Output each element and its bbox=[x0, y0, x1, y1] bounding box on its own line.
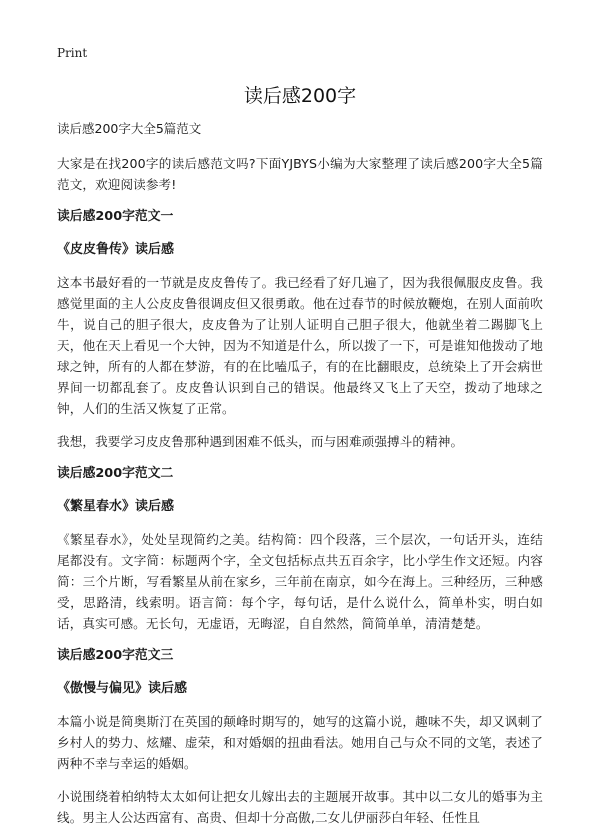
section-heading: 读后感200字范文一 bbox=[57, 209, 174, 224]
body-paragraph: 我想，我要学习皮皮鲁那种遇到困难不低头，而与困难顽强搏斗的精神。 bbox=[57, 434, 464, 449]
body-paragraph: 本篇小说是简奥斯汀在英国的颠峰时期写的，她写的这篇小说，趣味不失，却又讽刺了乡村人的势力、炫耀、虚荣，和对婚姻的扭曲看法。她用自己与众不同的文笔，表述了两种不幸与幸运的婚姻。 bbox=[57, 714, 543, 771]
essay-section bbox=[57, 207, 543, 452]
article-body bbox=[57, 120, 543, 828]
article-subtitle: 读后感200字大全5篇范文 bbox=[57, 121, 202, 136]
book-title: 《皮皮鲁传》读后感 bbox=[57, 242, 175, 257]
body-paragraph: 这本书最好看的一节就是皮皮鲁传了。我已经看了好几遍了，因为我很佩服皮皮鲁。我感觉里面的主人公皮皮鲁很调皮但又很勇敢。他在过春节的时候放鞭炮，在别人面前吹牛，说自己的胆子很大，皮皮鲁为了让别人证明自己胆子很大，他就坐着二踢脚飞上天，他在天上看见一个大钟，因为不知道是什么，所以拨了一下，可是谁知他拨动了地球之钟，所有的人都在梦游，有的在比嗑瓜子，有的在比翻眼皮，总统染上了开会病世界间一切都乱套了。皮皮鲁认识到自己的错误。他最终又飞上了天空，拨动了地球之钟，人们的生活又恢复了正常。 bbox=[57, 275, 543, 416]
book-title: 《繁星春水》读后感 bbox=[57, 499, 175, 514]
intro-paragraph: 大家是在找200字的读后感范文吗?下面YJBYS小编为大家整理了读后感200字大全5篇范文，欢迎阅读参考! bbox=[57, 156, 543, 192]
page-title: 读后感200字 bbox=[243, 85, 357, 107]
section-heading: 读后感200字范文二 bbox=[57, 466, 174, 481]
body-paragraph: 《繁星春水》，处处呈现简约之美。结构简：四个段落，三个层次，一句话开头，连结尾都没有。文字简：标题两个字，全文包括标点共五百余字，比小学生作文还短。内容简：三个片断，写看繁星从前在家乡，三年前在南京，如今在海上。三种经历，三种感受，思路清，线索明。语言简：每个字，每句话，是什么说什么，简单朴实，明白如话，真实可感。无长句，无虚语，无晦涩，自自然然，简简单单，清清楚楚。 bbox=[57, 532, 543, 631]
essay-section bbox=[57, 464, 543, 634]
section-heading: 读后感200字范文三 bbox=[57, 648, 174, 663]
book-title: 《傲慢与偏见》读后感 bbox=[57, 681, 188, 696]
print-link[interactable]: Print bbox=[57, 46, 88, 60]
body-paragraph: 小说围绕着柏纳特太太如何让把女儿嫁出去的主题展开故事。其中以二女儿的婚事为主线。男主人公达西富有、高贵、但却十分高傲,二女儿伊丽莎白年轻、任性且 bbox=[57, 789, 543, 825]
essay-section bbox=[57, 646, 543, 828]
